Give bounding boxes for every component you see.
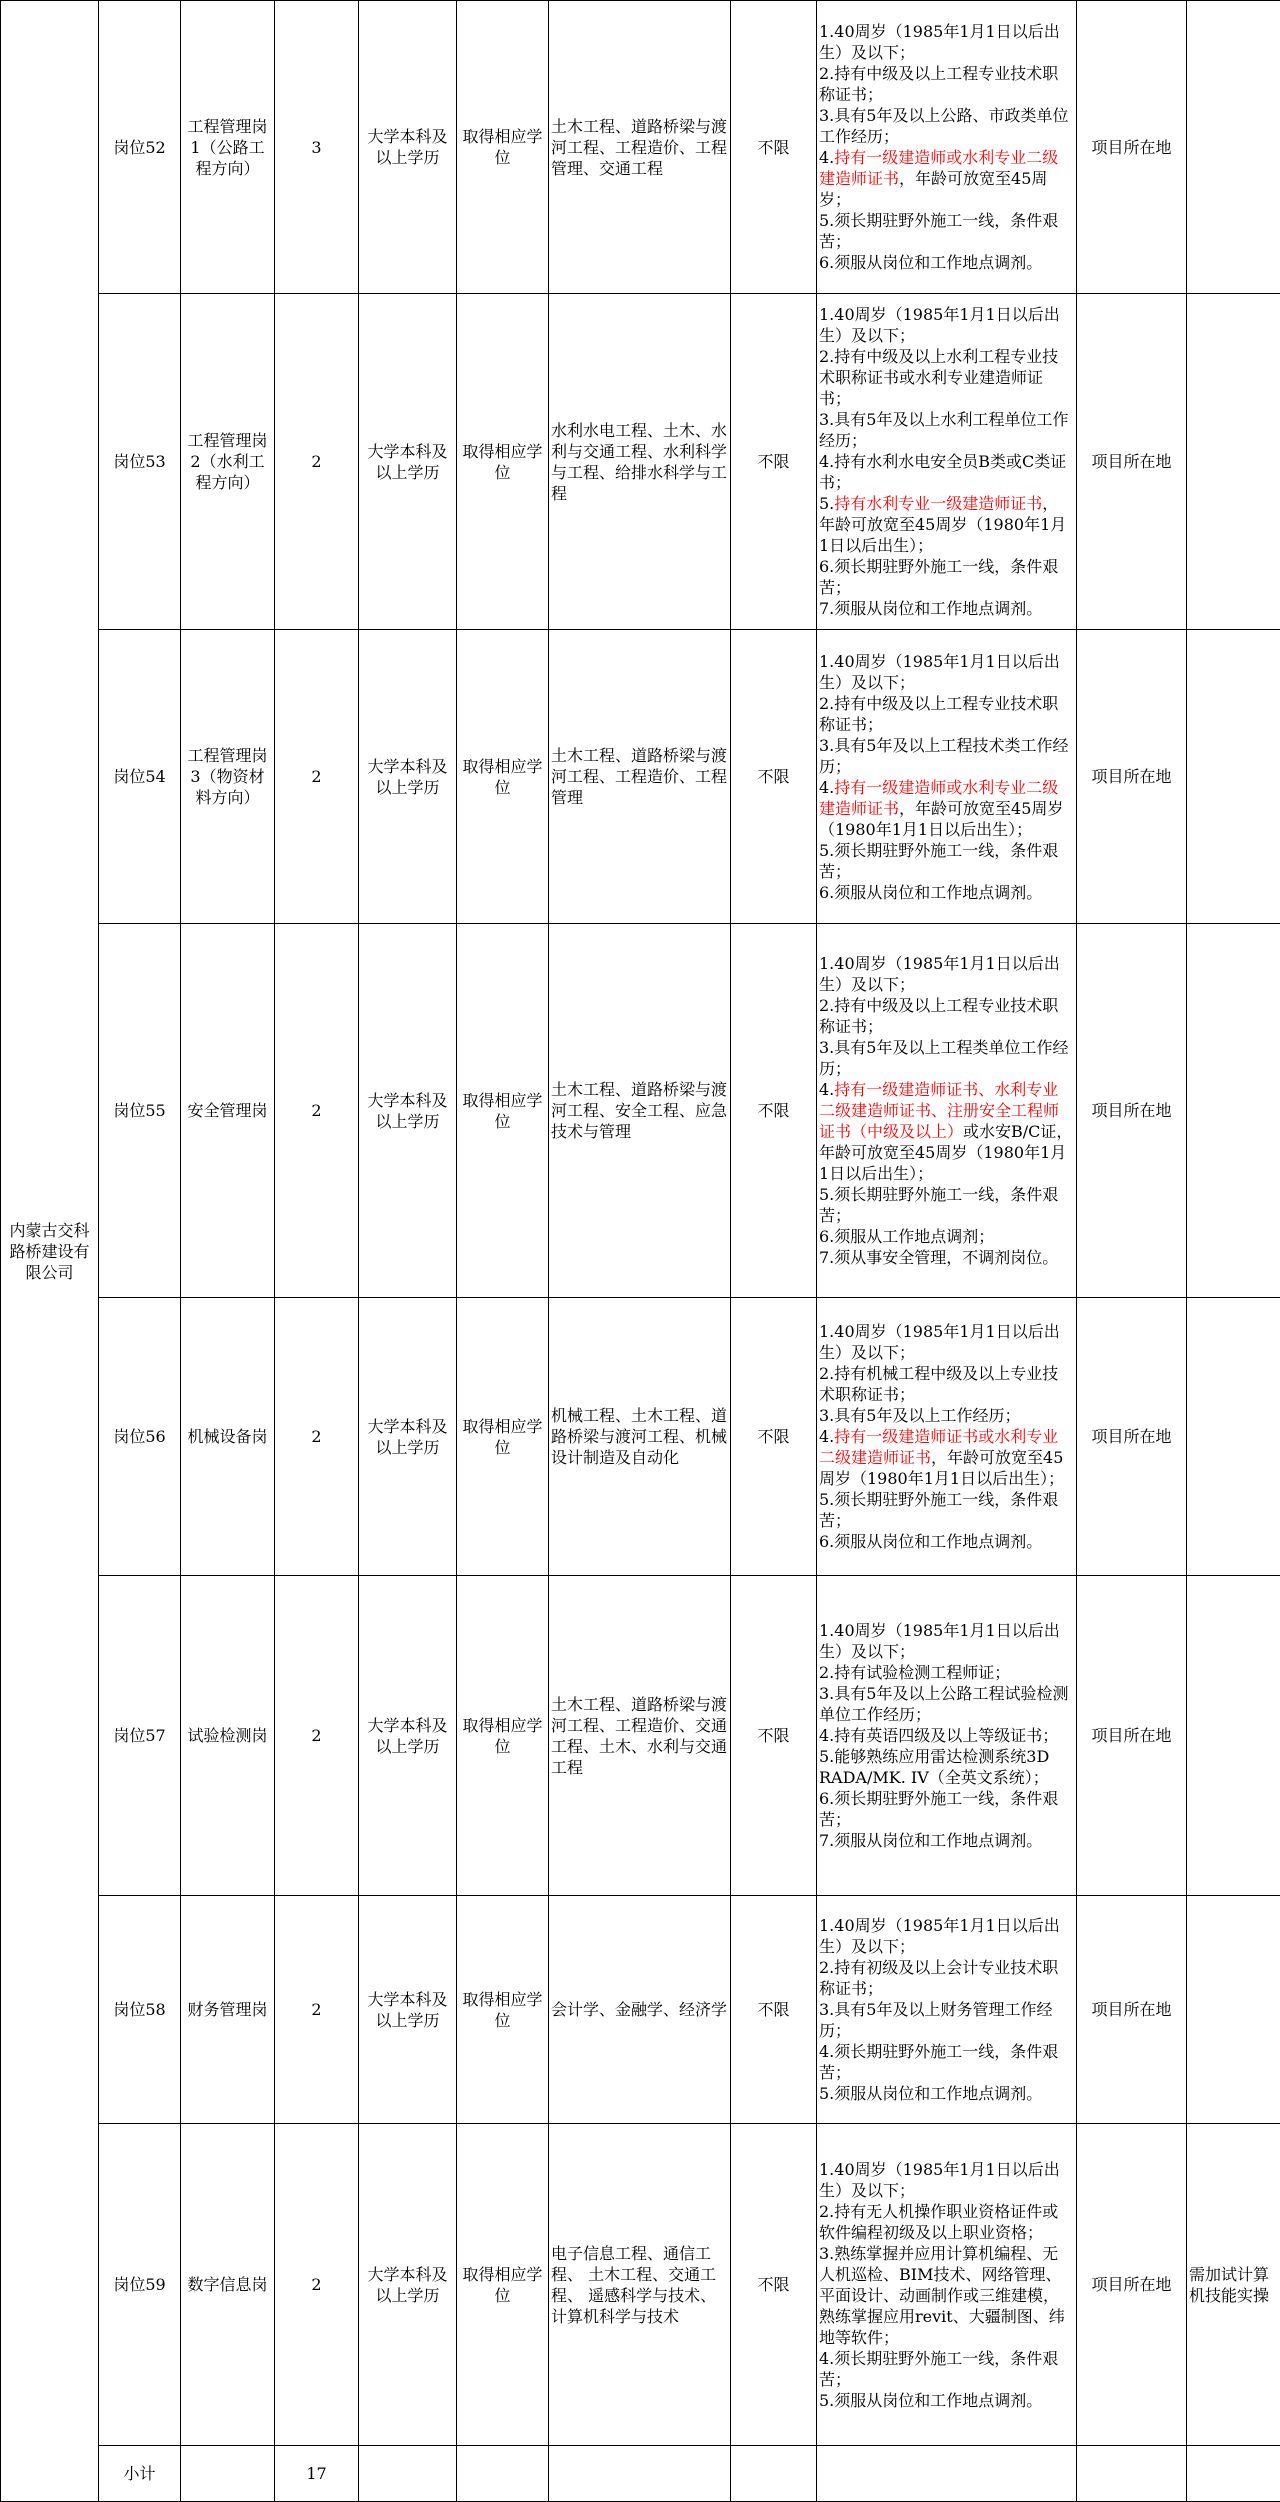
political-status: 不限 xyxy=(731,630,817,924)
major: 会计学、金融学、经济学 xyxy=(549,1896,731,2124)
requirement-pre: 4. xyxy=(819,148,834,167)
degree: 取得相应学位 xyxy=(457,294,549,630)
requirement-line xyxy=(819,2348,1074,2390)
requirement-pre: 3.具有5年及以上工程类单位工作经历； xyxy=(819,1038,1068,1078)
blank-cell xyxy=(731,2446,817,2502)
requirement-line xyxy=(819,105,1074,147)
requirement-pre: 6.须服从工作地点调剂； xyxy=(819,1227,994,1246)
requirement-line xyxy=(819,63,1074,105)
requirement-line xyxy=(819,1531,1074,1552)
political-status: 不限 xyxy=(731,1896,817,2124)
requirement-pre: 1.40周岁（1985年1月1日以后出生）及以下； xyxy=(819,22,1060,62)
blank-cell xyxy=(1077,2446,1187,2502)
requirement-pre: 1.40周岁（1985年1月1日以后出生）及以下； xyxy=(819,305,1060,345)
requirement-line xyxy=(819,777,1074,840)
subtotal-label: 小计 xyxy=(99,2446,181,2502)
political-status: 不限 xyxy=(731,1,817,294)
table-row xyxy=(1,1298,1280,1576)
degree: 取得相应学位 xyxy=(457,630,549,924)
post-id: 岗位56 xyxy=(99,1298,181,1576)
requirement-pre: 4.持有英语四级及以上等级证书； xyxy=(819,1726,1058,1745)
major: 电子信息工程、通信工程、 土木工程、交通工程、 遥感科学与技术、计算机科学与技术 xyxy=(549,2124,731,2446)
subtotal-row xyxy=(1,2446,1280,2502)
subtotal-count: 17 xyxy=(275,2446,359,2502)
requirement-pre: 3.具有5年及以上公路工程试验检测单位工作经历； xyxy=(819,1684,1068,1724)
post-name: 财务管理岗 xyxy=(181,1896,275,2124)
requirement-pre: 2.持有中级及以上工程专业技术职称证书； xyxy=(819,64,1058,104)
requirements xyxy=(817,924,1077,1298)
requirement-pre: 3.具有5年及以上财务管理工作经历； xyxy=(819,2000,1052,2040)
requirements xyxy=(817,1896,1077,2124)
requirement-post: ，年龄可放宽至45周岁（1980年1月1日以后出生）； xyxy=(819,1448,1064,1488)
requirement-pre: 6.须长期驻野外施工一线，条件艰苦； xyxy=(819,557,1058,597)
requirement-line xyxy=(819,2201,1074,2243)
requirement-line xyxy=(819,2243,1074,2348)
requirement-line xyxy=(819,1184,1074,1226)
work-location: 项目所在地 xyxy=(1077,294,1187,630)
requirement-pre: 5.须长期驻野外施工一线，条件艰苦； xyxy=(819,841,1058,881)
requirement-line xyxy=(819,1037,1074,1079)
table-row xyxy=(1,294,1280,630)
table-row xyxy=(1,630,1280,924)
requirement-line xyxy=(819,1226,1074,1247)
post-count: 2 xyxy=(275,2124,359,2446)
requirement-pre: 4.持有水利水电安全员B类或C类证书； xyxy=(819,452,1066,492)
post-count: 2 xyxy=(275,630,359,924)
degree: 取得相应学位 xyxy=(457,924,549,1298)
requirement-pre: 1.40周岁（1985年1月1日以后出生）及以下； xyxy=(819,652,1060,692)
blank-cell xyxy=(549,2446,731,2502)
requirements xyxy=(817,630,1077,924)
requirement-line xyxy=(819,2041,1074,2083)
degree: 取得相应学位 xyxy=(457,1896,549,2124)
requirement-pre: 5.能够熟练应用雷达检测系统3D RADA/MK. IV（全英文系统）； xyxy=(819,1747,1049,1787)
post-id: 岗位54 xyxy=(99,630,181,924)
requirement-line xyxy=(819,304,1074,346)
blank-cell xyxy=(1187,2446,1280,2502)
requirement-line xyxy=(819,2390,1074,2411)
political-status: 不限 xyxy=(731,294,817,630)
requirement-pre: 5.须服从岗位和工作地点调剂。 xyxy=(819,2391,1042,2410)
requirement-line xyxy=(819,995,1074,1037)
requirement-pre: 1.40周岁（1985年1月1日以后出生）及以下； xyxy=(819,954,1060,994)
blank-cell xyxy=(359,2446,457,2502)
requirement-pre: 7.须服从岗位和工作地点调剂。 xyxy=(819,599,1042,618)
work-location: 项目所在地 xyxy=(1077,1576,1187,1896)
post-name: 试验检测岗 xyxy=(181,1576,275,1896)
education: 大学本科及以上学历 xyxy=(359,294,457,630)
post-count: 3 xyxy=(275,1,359,294)
post-count: 2 xyxy=(275,1576,359,1896)
requirement-post: 或水安B/C证，年龄可放宽至45周岁（1980年1月1日以后出生）； xyxy=(819,1122,1072,1183)
work-location: 项目所在地 xyxy=(1077,630,1187,924)
requirement-pre: 5.须长期驻野外施工一线，条件艰苦； xyxy=(819,1490,1058,1530)
requirement-pre: 3.熟练掌握并应用计算机编程、无人机巡检、BIM技术、网络管理、平面设计、动画制作或三维建模，熟练掌握应用revit、大疆制图、纬地等软件； xyxy=(819,2244,1065,2347)
post-id: 岗位57 xyxy=(99,1576,181,1896)
note xyxy=(1187,294,1280,630)
post-name: 工程管理岗2（水利工程方向） xyxy=(181,294,275,630)
major: 土木工程、道路桥梁与渡河工程、安全工程、应急技术与管理 xyxy=(549,924,731,1298)
major: 土木工程、道路桥梁与渡河工程、工程造价、工程管理、交通工程 xyxy=(549,1,731,294)
degree: 取得相应学位 xyxy=(457,1298,549,1576)
requirement-line xyxy=(819,840,1074,882)
education: 大学本科及以上学历 xyxy=(359,1896,457,2124)
requirement-pre: 6.须服从岗位和工作地点调剂。 xyxy=(819,883,1042,902)
requirement-line xyxy=(819,210,1074,252)
requirement-line xyxy=(819,1725,1074,1746)
requirements xyxy=(817,1,1077,294)
note xyxy=(1187,1896,1280,2124)
requirement-line xyxy=(819,1788,1074,1830)
requirement-post: ，年龄可放宽至45周岁（1980年1月1日以后出生）； xyxy=(819,799,1063,839)
requirement-pre: 2.持有试验检测工程师证； xyxy=(819,1663,1010,1682)
requirement-line xyxy=(819,1662,1074,1683)
requirement-pre: 3.具有5年及以上工程技术类工作经历； xyxy=(819,736,1068,776)
post-count: 2 xyxy=(275,924,359,1298)
education: 大学本科及以上学历 xyxy=(359,630,457,924)
requirement-pre: 1.40周岁（1985年1月1日以后出生）及以下； xyxy=(819,1621,1060,1661)
requirement-line xyxy=(819,1746,1074,1788)
requirement-line xyxy=(819,1957,1074,1999)
post-name: 工程管理岗1（公路工程方向） xyxy=(181,1,275,294)
education: 大学本科及以上学历 xyxy=(359,1298,457,1576)
requirement-pre: 4. xyxy=(819,778,834,797)
table-row xyxy=(1,2124,1280,2446)
note xyxy=(1187,1,1280,294)
post-name: 工程管理岗3（物资材料方向） xyxy=(181,630,275,924)
requirement-line xyxy=(819,147,1074,210)
requirement-pre: 4.须长期驻野外施工一线，条件艰苦； xyxy=(819,2042,1058,2082)
post-count: 2 xyxy=(275,1298,359,1576)
requirement-pre: 4. xyxy=(819,1427,834,1446)
requirement-line xyxy=(819,1683,1074,1725)
blank-cell xyxy=(817,2446,1077,2502)
political-status: 不限 xyxy=(731,1298,817,1576)
post-name: 安全管理岗 xyxy=(181,924,275,1298)
education: 大学本科及以上学历 xyxy=(359,1,457,294)
requirement-pre: 6.须长期驻野外施工一线，条件艰苦； xyxy=(819,1789,1058,1829)
major: 土木工程、道路桥梁与渡河工程、工程造价、工程管理 xyxy=(549,630,731,924)
work-location: 项目所在地 xyxy=(1077,924,1187,1298)
requirement-line xyxy=(819,409,1074,451)
requirement-pre: 5.须长期驻野外施工一线，条件艰苦； xyxy=(819,1185,1058,1225)
requirement-line xyxy=(819,21,1074,63)
requirement-line xyxy=(819,556,1074,598)
post-name: 机械设备岗 xyxy=(181,1298,275,1576)
requirement-line xyxy=(819,252,1074,273)
requirement-line xyxy=(819,1915,1074,1957)
post-count: 2 xyxy=(275,294,359,630)
requirements xyxy=(817,1576,1077,1896)
requirements xyxy=(817,2124,1077,2446)
work-location: 项目所在地 xyxy=(1077,1298,1187,1576)
work-location: 项目所在地 xyxy=(1077,2124,1187,2446)
post-id: 岗位52 xyxy=(99,1,181,294)
note xyxy=(1187,630,1280,924)
requirement-pre: 5.须长期驻野外施工一线，条件艰苦； xyxy=(819,211,1058,251)
table-body xyxy=(1,1,1280,2502)
requirement-line xyxy=(819,882,1074,903)
requirement-pre: 2.持有中级及以上工程专业技术职称证书； xyxy=(819,694,1058,734)
requirement-line xyxy=(819,1247,1074,1268)
political-status: 不限 xyxy=(731,924,817,1298)
blank-cell xyxy=(181,2446,275,2502)
requirement-red: 持有水利专业一级建造师证书 xyxy=(834,494,1042,513)
degree: 取得相应学位 xyxy=(457,1,549,294)
requirement-pre: 4. xyxy=(819,1080,834,1099)
company-name: 内蒙古交科路桥建设有限公司 xyxy=(1,1,99,2502)
note xyxy=(1187,1298,1280,1576)
requirement-pre: 1.40周岁（1985年1月1日以后出生）及以下； xyxy=(819,2160,1060,2200)
requirement-pre: 1.40周岁（1985年1月1日以后出生）及以下； xyxy=(819,1916,1060,1956)
requirements xyxy=(817,1298,1077,1576)
requirement-pre: 7.须从事安全管理，不调剂岗位。 xyxy=(819,1248,1058,1267)
note xyxy=(1187,1576,1280,1896)
requirement-line xyxy=(819,598,1074,619)
work-location: 项目所在地 xyxy=(1077,1896,1187,2124)
requirement-pre: 7.须服从岗位和工作地点调剂。 xyxy=(819,1831,1042,1850)
requirement-red: 持有一级建造师证书、水利专业二级建造师证书、注册安全工程师证书（中级及以上） xyxy=(819,1080,1059,1141)
table-row xyxy=(1,1576,1280,1896)
requirement-pre: 2.持有机械工程中级及以上专业技术职称证书； xyxy=(819,1364,1058,1404)
requirement-pre: 3.具有5年及以上公路、市政类单位工作经历； xyxy=(819,106,1068,146)
requirement-line xyxy=(819,2159,1074,2201)
requirement-pre: 6.须服从岗位和工作地点调剂。 xyxy=(819,253,1042,272)
major: 水利水电工程、土木、水利与交通工程、水利科学与工程、给排水科学与工程 xyxy=(549,294,731,630)
requirement-pre: 6.须服从岗位和工作地点调剂。 xyxy=(819,1532,1042,1551)
requirement-pre: 4.须长期驻野外施工一线，条件艰苦； xyxy=(819,2349,1058,2389)
requirement-pre: 5. xyxy=(819,494,834,513)
requirement-red: 持有一级建造师或水利专业二级建造师证书 xyxy=(819,778,1058,818)
requirement-line xyxy=(819,1426,1074,1489)
requirement-red: 持有一级建造师证书或水利专业二级建造师证书 xyxy=(819,1427,1058,1467)
requirement-pre: 2.持有中级及以上水利工程专业技术职称证书或水利专业建造师证书； xyxy=(819,347,1058,408)
requirement-line xyxy=(819,1363,1074,1405)
post-id: 岗位59 xyxy=(99,2124,181,2446)
requirement-line xyxy=(819,735,1074,777)
post-name: 数字信息岗 xyxy=(181,2124,275,2446)
requirement-line xyxy=(819,1405,1074,1426)
requirement-line xyxy=(819,953,1074,995)
note xyxy=(1187,924,1280,1298)
requirement-pre: 3.具有5年及以上工作经历； xyxy=(819,1406,1020,1425)
requirement-pre: 5.须服从岗位和工作地点调剂。 xyxy=(819,2084,1042,2103)
requirement-pre: 2.持有初级及以上会计专业技术职称证书； xyxy=(819,1958,1058,1998)
requirement-pre: 2.持有无人机操作职业资格证件或软件编程初级及以上职业资格； xyxy=(819,2202,1058,2242)
requirement-post: ，年龄可放宽至45周岁； xyxy=(819,169,1047,209)
work-location: 项目所在地 xyxy=(1077,1,1187,294)
requirement-pre: 2.持有中级及以上工程专业技术职称证书； xyxy=(819,996,1058,1036)
post-count: 2 xyxy=(275,1896,359,2124)
major: 土木工程、道路桥梁与渡河工程、工程造价、交通工程、土木、水利与交通工程 xyxy=(549,1576,731,1896)
requirement-post: ，年龄可放宽至45周岁（1980年1月1日以后出生）； xyxy=(819,494,1066,555)
education: 大学本科及以上学历 xyxy=(359,1576,457,1896)
table-row xyxy=(1,1896,1280,2124)
degree: 取得相应学位 xyxy=(457,1576,549,1896)
requirement-line xyxy=(819,1321,1074,1363)
requirement-line xyxy=(819,651,1074,693)
requirement-line xyxy=(819,1489,1074,1531)
requirement-line xyxy=(819,1079,1074,1184)
requirement-line xyxy=(819,1830,1074,1851)
note: 需加试计算机技能实操 xyxy=(1187,2124,1280,2446)
education: 大学本科及以上学历 xyxy=(359,2124,457,2446)
major: 机械工程、土木工程、道路桥梁与渡河工程、机械设计制造及自动化 xyxy=(549,1298,731,1576)
post-id: 岗位58 xyxy=(99,1896,181,2124)
requirement-line xyxy=(819,1999,1074,2041)
post-id: 岗位53 xyxy=(99,294,181,630)
requirements xyxy=(817,294,1077,630)
table-row xyxy=(1,924,1280,1298)
degree: 取得相应学位 xyxy=(457,2124,549,2446)
requirement-line xyxy=(819,346,1074,409)
requirement-pre: 1.40周岁（1985年1月1日以后出生）及以下； xyxy=(819,1322,1060,1362)
blank-cell xyxy=(457,2446,549,2502)
requirement-line xyxy=(819,2083,1074,2104)
requirement-line xyxy=(819,693,1074,735)
requirement-line xyxy=(819,493,1074,556)
requirement-line xyxy=(819,451,1074,493)
table-row xyxy=(1,1,1280,294)
post-id: 岗位55 xyxy=(99,924,181,1298)
requirement-line xyxy=(819,1620,1074,1662)
requirement-red: 持有一级建造师或水利专业二级建造师证书 xyxy=(819,148,1058,188)
education: 大学本科及以上学历 xyxy=(359,924,457,1298)
political-status: 不限 xyxy=(731,1576,817,1896)
requirement-pre: 3.具有5年及以上水利工程单位工作经历； xyxy=(819,410,1068,450)
political-status: 不限 xyxy=(731,2124,817,2446)
